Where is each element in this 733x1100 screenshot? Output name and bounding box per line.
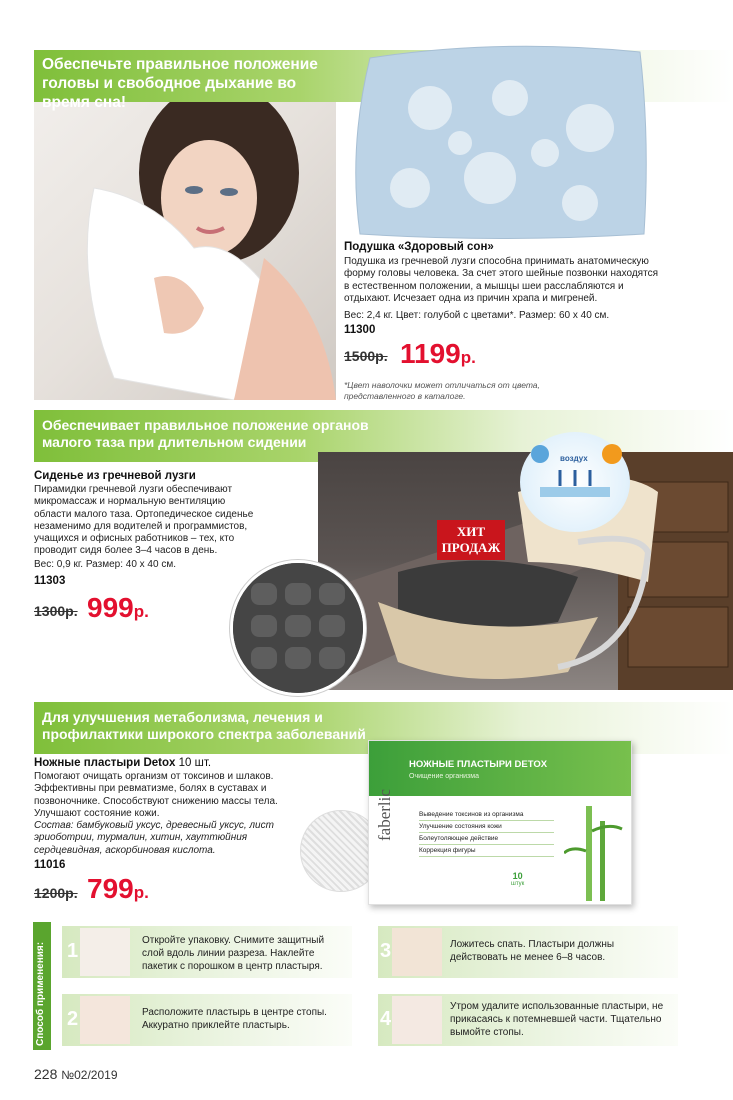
- cushion-closeup-circle: [230, 560, 366, 696]
- step-3-image: [392, 928, 442, 976]
- section2-banner-text: Обеспечивает правильное положение органов малого таза при длительном сидении: [42, 417, 369, 450]
- step-2-number: 2: [67, 1008, 79, 1030]
- product1-currency: р.: [460, 348, 476, 367]
- product3-price-value: 799: [87, 873, 134, 904]
- step-1-text: Откройте упаковку. Снимите защитный слой вдоль линии разреза. Наклейте пакетик с порошком в центр пластыря.: [142, 935, 325, 972]
- page-footer: [34, 1066, 118, 1082]
- step-1-number: 1: [67, 940, 79, 962]
- box-count-unit: штук: [511, 881, 525, 887]
- step-3-text: Ложитесь спать. Пластыри должны действовать не менее 6–8 часов.: [450, 939, 615, 963]
- step-4-number: 4: [380, 1008, 392, 1030]
- pillow-image: [340, 38, 660, 243]
- product2-title: Сиденье из гречневой лузги: [34, 470, 196, 482]
- product3-composition: Состав: бамбуковый уксус, древесный уксус, лист эриоботрии, турмалин, хитин, хауттюйния сердцевидная, аскорбиновая кислота.: [34, 820, 274, 856]
- usage-step-3: [378, 926, 678, 978]
- box-bullet: Болеутоляющее действие: [419, 833, 554, 845]
- box-count: [511, 871, 524, 887]
- product3-old-price: 1200р.: [34, 885, 78, 901]
- box-bullet: Выведение токсинов из организма: [419, 809, 554, 821]
- product2-spec: Вес: 0,9 кг. Размер: 40 х 40 см.: [34, 559, 176, 570]
- bestseller-badge-text: ХИТ ПРОДАЖ: [441, 524, 501, 555]
- box-brand: faberlic: [375, 789, 394, 841]
- product3-title-qty: 10 шт.: [175, 757, 212, 769]
- product2-price-value: 999: [87, 592, 134, 623]
- bamboo-illustration: [564, 801, 624, 901]
- step-3-number: 3: [380, 940, 392, 962]
- box-count-value: 10: [512, 871, 523, 881]
- product1-price-value: 1199: [400, 338, 461, 369]
- box-product-sub: Очищение организма: [409, 773, 479, 780]
- product3-article: 11016: [34, 859, 66, 871]
- box-header: [369, 741, 631, 796]
- section3-banner-text: Для улучшения метаболизма, лечения и профилактики широкого спектра заболеваний: [42, 709, 366, 742]
- step-4-text: Утром удалите использованные пластыри, не прикасаясь к потемневшей части. Тщательно вымойте стопы.: [450, 1001, 664, 1038]
- section1-banner-text: Обеспечьте правильное положение головы и свободное дыхание во время сна!: [42, 56, 318, 111]
- air-label: воздух: [560, 454, 588, 463]
- bestseller-badge: [437, 520, 505, 560]
- step-1-image: [80, 928, 130, 976]
- product3-description: Помогают очищать организм от токсинов и шлаков. Эффективны при ревматизме, болях в суставах и позвоночнике. Способствуют снижению массы тела. Улучшают состояние кожи.: [34, 771, 278, 819]
- product2-currency: р.: [133, 602, 149, 621]
- ventilation-diagram: [520, 432, 630, 532]
- step-2-text: Расположите пластырь в центре стопы. Аккуратно приклейте пластырь.: [142, 1007, 327, 1031]
- product1-spec: Вес: 2,4 кг. Цвет: голубой с цветами*. Размер: 60 х 40 см.: [344, 310, 610, 321]
- detox-product-box: [368, 740, 632, 905]
- product2-new-price: [87, 592, 149, 624]
- box-product-name: НОЖНЫЕ ПЛАСТЫРИ DETOX: [409, 759, 548, 770]
- woman-with-pillow-photo: [34, 78, 336, 400]
- product1-old-price: 1500р.: [344, 348, 388, 364]
- usage-vertical-label-bar: [33, 922, 51, 1050]
- product1-footnote: *Цвет наволочки может отличаться от цвета, представленного в каталоге.: [344, 380, 540, 401]
- product3-title-name: Ножные пластыри Detox: [34, 757, 176, 769]
- step-2-image: [80, 996, 130, 1044]
- product1-article: 11300: [344, 324, 376, 336]
- box-bullets: [419, 809, 554, 857]
- box-bullet: Коррекция фигуры: [419, 845, 554, 857]
- issue-number: №02/2019: [61, 1068, 118, 1082]
- product1-new-price: [400, 338, 476, 370]
- product1-title: Подушка «Здоровый сон»: [344, 241, 494, 253]
- page-number: 228: [34, 1066, 58, 1082]
- product3-title: [34, 756, 211, 771]
- product3-currency: р.: [133, 883, 149, 902]
- product2-article: 11303: [34, 575, 66, 587]
- usage-step-1: [62, 926, 352, 978]
- usage-label: Способ применения:: [35, 941, 46, 1046]
- usage-step-4: [378, 994, 678, 1046]
- step-4-image: [392, 996, 442, 1044]
- product2-description: Пирамидки гречневой лузги обеспечивают микромассаж и нормальную вентиляцию области малого таза. Ортопедическое сиденье незаменимо для водителей и программистов, учащихся и офисных работников – тех, кто проводит сидя более 3–4 часов в день.: [34, 484, 254, 557]
- product2-old-price: 1300р.: [34, 603, 78, 619]
- box-bullet: Улучшение состояния кожи: [419, 821, 554, 833]
- usage-step-2: [62, 994, 352, 1046]
- product1-description: Подушка из гречневой лузги способна принимать анатомическую форму головы человека. За счет этого шейные позвонки находятся в естественном положении, а мышцы шеи расслабляются и отдыхают. Исчезает одна из причин храпа и мигреней.: [344, 256, 658, 304]
- product3-new-price: [87, 873, 149, 905]
